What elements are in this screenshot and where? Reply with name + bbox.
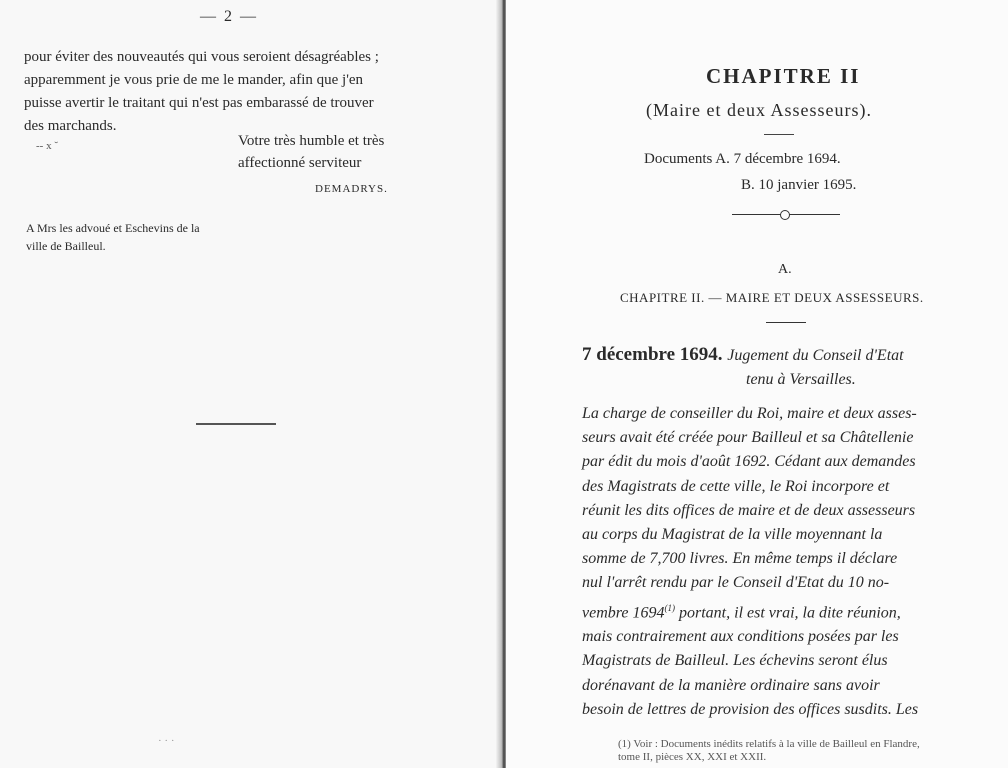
- footnote: [618, 738, 920, 764]
- body-line: par édit du mois d'août 1692. Cédant aux demandes: [582, 453, 916, 471]
- closing-line: affectionné serviteur: [238, 155, 362, 171]
- section-letter: A.: [778, 262, 792, 277]
- body-line: Magistrats de Bailleul. Les échevins seront élus: [582, 652, 888, 670]
- letter-line: pour éviter des nouveautés qui vous seroient désagréables ;: [24, 49, 379, 65]
- body-line: somme de 7,700 livres. En même temps il déclare: [582, 550, 898, 568]
- body-line: mais contrairement aux conditions posées par les: [582, 628, 899, 646]
- ornament-dot: [780, 210, 790, 220]
- section-rule: [766, 322, 806, 323]
- letter-body: [24, 46, 379, 138]
- printer-marks: · · ·: [158, 735, 175, 747]
- entry-title: Jugement du Conseil d'Etat: [727, 347, 904, 364]
- letter-closing: [238, 130, 384, 174]
- body-line: seurs avait été créée pour Bailleul et sa Châtellenie: [582, 429, 914, 447]
- separator-rule: [196, 423, 276, 425]
- signature: DEMADRYS.: [315, 183, 388, 195]
- chapter-title: CHAPITRE II: [706, 64, 861, 88]
- section-heading: CHAPITRE II. — MAIRE ET DEUX ASSESSEURS.: [620, 290, 924, 305]
- letter-line: apparemment je vous prie de me le mander, afin que j'en: [24, 72, 364, 88]
- body-line: réunit les dits offices de maire et de deux assesseurs: [582, 501, 916, 519]
- addressee: [26, 219, 200, 255]
- body-line: au corps du Magistrat de la ville moyennant la: [582, 526, 883, 544]
- addressee-line: ville de Bailleul.: [26, 239, 106, 253]
- documents-a: Documents A. 7 décembre 1694.: [644, 151, 841, 167]
- entry-heading: [582, 344, 904, 366]
- entry-date: 7 décembre 1694.: [582, 344, 723, 365]
- letter-line: des marchands.: [24, 118, 117, 134]
- body-line: nul l'arrêt rendu par le Conseil d'Etat du 10 no-: [582, 574, 890, 592]
- ink-smudge: -- x ˘: [36, 140, 58, 152]
- body-line-part: vembre 1694: [582, 603, 665, 621]
- body-line: La charge de conseiller du Roi, maire et deux asses-: [582, 405, 917, 422]
- left-page: [0, 0, 502, 768]
- letter-line: puisse avertir le traitant qui n'est pas embarassé de trouver: [24, 95, 374, 111]
- entry-body: [582, 402, 918, 722]
- body-line: besoin de lettres de provision des offices susdits. Les: [582, 700, 919, 718]
- addressee-line: A Mrs les advoué et Eschevins de la: [26, 221, 200, 235]
- body-line: [582, 596, 918, 626]
- body-line: des Magistrats de cette ville, le Roi incorpore et: [582, 477, 890, 495]
- short-rule: [764, 134, 794, 135]
- entry-title-continued: tenu à Versailles.: [746, 371, 856, 388]
- body-line-part: portant, il est vrai, la dite réunion,: [675, 603, 901, 621]
- documents-b: B. 10 janvier 1695.: [741, 177, 857, 193]
- closing-line: Votre très humble et très: [238, 133, 385, 149]
- page-number: — 2 —: [200, 8, 258, 25]
- body-line: dorénavant de la manière ordinaire sans avoir: [582, 676, 880, 694]
- footnote-ref: (1): [664, 602, 675, 613]
- right-page: [506, 0, 1008, 768]
- chapter-subtitle: (Maire et deux Assesseurs).: [646, 100, 872, 120]
- footnote-line: (1) Voir : Documents inédits relatifs à la ville de Bailleul en Flandre,: [618, 738, 920, 750]
- footnote-line: tome II, pièces XX, XXI et XXII.: [618, 751, 767, 763]
